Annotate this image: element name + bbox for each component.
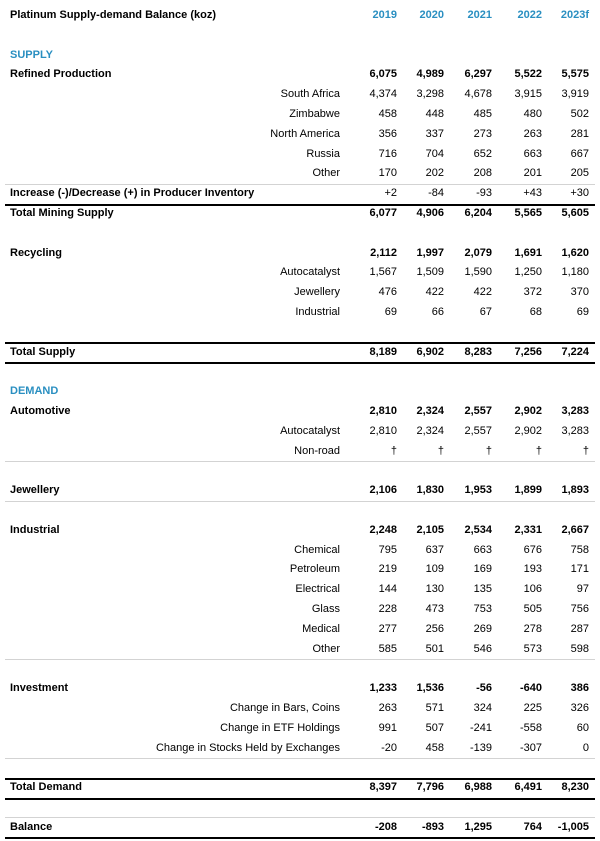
value-cell: 6,204 xyxy=(464,207,492,219)
value-cell: 4,989 xyxy=(416,68,444,81)
value-cell: 758 xyxy=(570,543,589,556)
value-cell: 356 xyxy=(378,127,397,140)
category-label: Recycling xyxy=(10,246,62,259)
value-cell: -640 xyxy=(519,682,542,695)
value-cell: 269 xyxy=(473,622,492,635)
value-cell: 277 xyxy=(378,622,397,635)
value-cell: -241 xyxy=(469,721,492,734)
value-cell: 480 xyxy=(523,108,542,120)
table-row xyxy=(0,778,600,798)
subcategory-label: Russia xyxy=(306,147,340,160)
table-row xyxy=(0,640,600,660)
value-cell: 2,534 xyxy=(464,523,492,536)
subcategory-label: Change in Bars, Coins xyxy=(229,702,340,714)
value-cell: 193 xyxy=(523,563,542,576)
value-cell: 2,557 xyxy=(464,405,492,417)
value-cell: 652 xyxy=(473,147,492,160)
table-divider xyxy=(5,837,595,839)
value-cell: 228 xyxy=(378,603,397,615)
value-cell: 2,112 xyxy=(370,246,397,259)
value-cell: 2,557 xyxy=(464,424,492,437)
table-row xyxy=(0,164,600,184)
value-cell: 585 xyxy=(378,642,397,655)
subcategory-label: Autocatalyst xyxy=(280,424,340,437)
value-cell: 3,283 xyxy=(561,405,589,417)
value-cell: 370 xyxy=(570,286,589,299)
value-cell: 2,810 xyxy=(369,405,397,417)
spacer-row xyxy=(0,798,600,818)
value-cell: 106 xyxy=(523,583,542,596)
spacer-row xyxy=(0,461,600,481)
value-cell: 667 xyxy=(570,147,589,160)
value-cell: 66 xyxy=(431,306,444,318)
table-divider xyxy=(5,778,595,780)
subcategory-label: Change in Stocks Held by Exchanges xyxy=(155,741,340,754)
subcategory-label: Chemical xyxy=(294,543,340,556)
value-cell: 422 xyxy=(425,286,444,299)
value-cell: 1,899 xyxy=(514,484,542,497)
value-cell: 4,374 xyxy=(369,88,397,101)
value-cell: -1,005 xyxy=(557,820,589,833)
subcategory-label: Other xyxy=(312,167,340,180)
table-row xyxy=(0,184,600,204)
value-cell: 135 xyxy=(473,583,492,596)
value-cell: 205 xyxy=(570,167,589,180)
table-divider xyxy=(5,342,595,344)
value-cell: 676 xyxy=(523,543,542,556)
year-header: 2021 xyxy=(467,9,492,21)
value-cell: 1,590 xyxy=(464,266,492,279)
table-row xyxy=(0,580,600,600)
value-cell: 109 xyxy=(425,563,444,576)
value-cell: 4,906 xyxy=(416,207,444,219)
value-cell: 473 xyxy=(425,603,444,615)
value-cell: 1,997 xyxy=(416,246,444,259)
value-cell: 3,283 xyxy=(561,424,589,437)
table-divider xyxy=(5,659,595,660)
section-heading: DEMAND xyxy=(10,385,59,398)
table-row xyxy=(0,818,600,838)
table-row xyxy=(0,263,600,283)
value-cell: -139 xyxy=(469,741,492,754)
value-cell: 2,106 xyxy=(369,484,397,497)
value-cell: 502 xyxy=(570,108,589,120)
category-label: Industrial xyxy=(10,523,60,536)
table-row xyxy=(0,541,600,561)
value-cell: 5,575 xyxy=(561,68,589,81)
value-cell: 663 xyxy=(523,147,542,160)
value-cell: † xyxy=(485,444,492,457)
value-cell: 1,893 xyxy=(561,484,589,497)
table-row xyxy=(0,105,600,125)
value-cell: -558 xyxy=(519,721,542,734)
value-cell: 60 xyxy=(576,721,589,734)
category-label: Jewellery xyxy=(10,484,60,497)
spacer-row xyxy=(0,362,600,382)
table-row xyxy=(0,283,600,303)
subcategory-label: Zimbabwe xyxy=(289,108,340,120)
table-divider xyxy=(5,362,595,364)
value-cell: 795 xyxy=(378,543,397,556)
value-cell: 287 xyxy=(570,622,589,635)
value-cell: 2,324 xyxy=(416,424,444,437)
category-label: Automotive xyxy=(10,405,71,417)
value-cell: 2,902 xyxy=(514,405,542,417)
table-row xyxy=(0,125,600,145)
subcategory-label: Change in ETF Holdings xyxy=(220,721,340,734)
spacer-row xyxy=(0,224,600,244)
table-row xyxy=(0,739,600,759)
subcategory-label: North America xyxy=(270,127,340,140)
value-cell: † xyxy=(390,444,397,457)
value-cell: 6,491 xyxy=(514,781,542,794)
value-cell: 7,224 xyxy=(561,345,589,358)
value-cell: 67 xyxy=(479,306,492,318)
subcategory-label: Glass xyxy=(311,603,340,615)
category-label: Balance xyxy=(10,820,53,833)
value-cell: 2,324 xyxy=(416,405,444,417)
spacer-row xyxy=(0,758,600,778)
table-row xyxy=(0,85,600,105)
table-row xyxy=(0,560,600,580)
value-cell: † xyxy=(535,444,542,457)
value-cell: 5,605 xyxy=(561,207,589,219)
table-row xyxy=(0,600,600,620)
value-cell: 68 xyxy=(529,306,542,318)
value-cell: 1,509 xyxy=(416,266,444,279)
value-cell: 201 xyxy=(523,167,542,180)
subcategory-label: Autocatalyst xyxy=(280,266,340,279)
value-cell: +2 xyxy=(384,187,397,200)
value-cell: 991 xyxy=(378,721,397,734)
table-divider xyxy=(5,204,595,206)
value-cell: +43 xyxy=(523,187,542,200)
value-cell: 2,902 xyxy=(514,424,542,437)
value-cell: 337 xyxy=(425,127,444,140)
value-cell: 1,233 xyxy=(369,682,397,695)
table-divider xyxy=(5,184,595,185)
year-header: 2019 xyxy=(372,9,397,21)
value-cell: 501 xyxy=(425,642,444,655)
value-cell: 386 xyxy=(570,682,589,695)
spacer-row xyxy=(0,26,600,46)
value-cell: -56 xyxy=(476,682,492,695)
table-row xyxy=(0,303,600,323)
value-cell: 7,796 xyxy=(416,781,444,794)
value-cell: 273 xyxy=(473,127,492,140)
subcategory-label: Medical xyxy=(302,622,340,635)
value-cell: 716 xyxy=(378,147,397,160)
value-cell: 278 xyxy=(523,622,542,635)
table-row xyxy=(0,679,600,699)
value-cell: 1,691 xyxy=(514,246,542,259)
value-cell: 8,230 xyxy=(561,781,589,794)
value-cell: † xyxy=(582,444,589,457)
value-cell: 1,953 xyxy=(464,484,492,497)
value-cell: 1,250 xyxy=(514,266,542,279)
value-cell: -93 xyxy=(476,187,492,200)
value-cell: 448 xyxy=(425,108,444,120)
value-cell: 753 xyxy=(473,603,492,615)
subcategory-label: Jewellery xyxy=(294,286,340,299)
year-header: 2020 xyxy=(419,9,444,21)
subcategory-label: Other xyxy=(312,642,340,655)
value-cell: 505 xyxy=(523,603,542,615)
spacer-row xyxy=(0,659,600,679)
value-cell: 458 xyxy=(425,741,444,754)
table-divider xyxy=(5,798,595,800)
value-cell: 208 xyxy=(473,167,492,180)
value-cell: 2,810 xyxy=(369,424,397,437)
table-divider xyxy=(5,461,595,462)
section-heading: SUPPLY xyxy=(10,48,54,61)
value-cell: 69 xyxy=(384,306,397,318)
subcategory-label: Non-road xyxy=(294,444,340,457)
category-label: Total Mining Supply xyxy=(10,207,114,219)
value-cell: 637 xyxy=(425,543,444,556)
value-cell: 6,902 xyxy=(416,345,444,358)
value-cell: 263 xyxy=(523,127,542,140)
value-cell: 130 xyxy=(425,583,444,596)
value-cell: 458 xyxy=(378,108,397,120)
value-cell: 3,298 xyxy=(416,88,444,101)
year-header: 2023f xyxy=(560,9,589,21)
value-cell: 1,536 xyxy=(416,682,444,695)
value-cell: 5,565 xyxy=(514,207,542,219)
value-cell: 170 xyxy=(378,167,397,180)
table-row xyxy=(0,65,600,85)
value-cell: 256 xyxy=(425,622,444,635)
table-row xyxy=(0,521,600,541)
value-cell: -208 xyxy=(374,820,397,833)
value-cell: 6,077 xyxy=(369,207,397,219)
value-cell: 1,620 xyxy=(561,246,589,259)
value-cell: 1,295 xyxy=(464,820,492,833)
value-cell: 663 xyxy=(473,543,492,556)
subcategory-label: Petroleum xyxy=(289,563,340,576)
value-cell: 69 xyxy=(576,306,589,318)
table-row xyxy=(0,422,600,442)
category-label: Investment xyxy=(10,682,69,695)
table-row xyxy=(0,244,600,264)
table-row xyxy=(0,719,600,739)
value-cell: 202 xyxy=(425,167,444,180)
value-cell: 7,256 xyxy=(514,345,542,358)
value-cell: 571 xyxy=(425,702,444,714)
spacer-row xyxy=(0,323,600,343)
category-label: Increase (-)/Decrease (+) in Producer Inventory xyxy=(10,187,255,200)
year-header: 2022 xyxy=(517,9,542,21)
category-label: Refined Production xyxy=(10,68,112,81)
value-cell: -20 xyxy=(381,741,397,754)
value-cell: 1,567 xyxy=(369,266,397,279)
value-cell: 3,919 xyxy=(561,88,589,101)
value-cell: -307 xyxy=(519,741,542,754)
value-cell: 8,397 xyxy=(369,781,397,794)
value-cell: 2,331 xyxy=(514,523,542,536)
value-cell: 756 xyxy=(570,603,589,615)
subcategory-label: Industrial xyxy=(295,306,340,318)
table-row xyxy=(0,46,600,66)
table-row xyxy=(0,442,600,462)
value-cell: 485 xyxy=(473,108,492,120)
value-cell: 372 xyxy=(523,286,542,299)
value-cell: +30 xyxy=(570,187,589,200)
value-cell: 0 xyxy=(582,741,589,754)
value-cell: 324 xyxy=(473,702,492,714)
value-cell: 2,248 xyxy=(369,523,397,536)
value-cell: -893 xyxy=(421,820,444,833)
value-cell: 219 xyxy=(378,563,397,576)
value-cell: 171 xyxy=(570,563,589,576)
table-row xyxy=(0,343,600,363)
value-cell: 598 xyxy=(570,642,589,655)
value-cell: 4,678 xyxy=(464,88,492,101)
category-label: Total Supply xyxy=(10,345,76,358)
table-divider xyxy=(5,501,595,502)
value-cell: 422 xyxy=(473,286,492,299)
table-divider xyxy=(5,758,595,759)
value-cell: 281 xyxy=(570,127,589,140)
value-cell: 263 xyxy=(378,702,397,714)
value-cell: 6,988 xyxy=(464,781,492,794)
value-cell: 6,297 xyxy=(464,68,492,81)
value-cell: 5,522 xyxy=(514,68,542,81)
subcategory-label: Electrical xyxy=(295,583,340,596)
header-row xyxy=(0,6,600,26)
value-cell: † xyxy=(437,444,444,457)
value-cell: 704 xyxy=(425,147,444,160)
value-cell: 8,189 xyxy=(369,345,397,358)
value-cell: 6,075 xyxy=(369,68,397,81)
value-cell: 476 xyxy=(378,286,397,299)
table-row xyxy=(0,699,600,719)
value-cell: 546 xyxy=(473,642,492,655)
value-cell: 144 xyxy=(378,583,397,596)
subcategory-label: South Africa xyxy=(280,88,340,101)
table-row xyxy=(0,382,600,402)
value-cell: 507 xyxy=(425,721,444,734)
value-cell: 573 xyxy=(523,642,542,655)
value-cell: 2,105 xyxy=(416,523,444,536)
table-row xyxy=(0,145,600,165)
spacer-row xyxy=(0,501,600,521)
table-divider xyxy=(5,817,595,818)
value-cell: 1,180 xyxy=(561,266,589,279)
value-cell: 225 xyxy=(523,702,542,714)
table-row xyxy=(0,620,600,640)
value-cell: 97 xyxy=(576,583,589,596)
value-cell: 326 xyxy=(570,702,589,714)
value-cell: 3,915 xyxy=(514,88,542,101)
value-cell: 169 xyxy=(473,563,492,576)
value-cell: 2,079 xyxy=(464,246,492,259)
table-row xyxy=(0,204,600,224)
value-cell: -84 xyxy=(428,187,444,200)
table-row xyxy=(0,481,600,501)
value-cell: 8,283 xyxy=(464,345,492,358)
table-title: Platinum Supply-demand Balance (koz) xyxy=(10,9,216,21)
category-label: Total Demand xyxy=(10,781,82,794)
value-cell: 2,667 xyxy=(561,523,589,536)
value-cell: 1,830 xyxy=(416,484,444,497)
value-cell: 764 xyxy=(523,820,542,833)
table-row xyxy=(0,402,600,422)
